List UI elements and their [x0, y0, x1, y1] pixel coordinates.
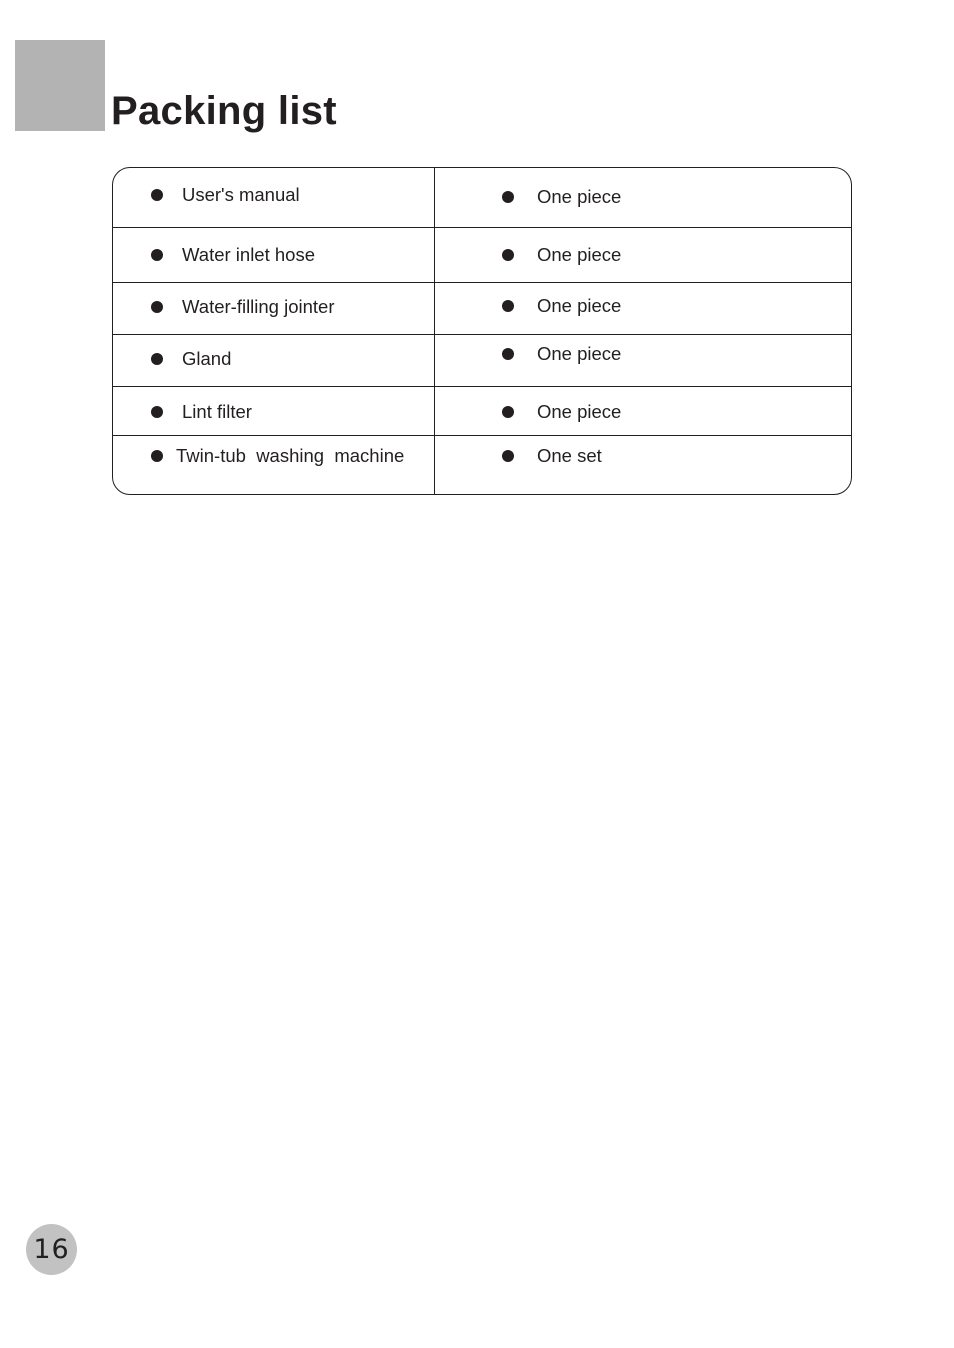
item-quantity: One piece: [537, 186, 622, 207]
item-quantity: One set: [537, 445, 602, 466]
bullet-icon: [151, 353, 163, 365]
list-item-quantity: [502, 343, 621, 365]
item-name: Gland: [182, 348, 232, 369]
item-name: Twin-tub washing machine: [176, 445, 405, 466]
item-name: Water-filling jointer: [182, 296, 335, 317]
bullet-icon: [502, 450, 514, 462]
item-name: User's manual: [182, 184, 300, 205]
list-item-quantity: [502, 445, 602, 467]
header-corner-block: [15, 40, 105, 131]
row-divider: [113, 282, 851, 283]
bullet-icon: [151, 406, 163, 418]
bullet-icon: [502, 348, 514, 360]
bullet-icon: [502, 191, 514, 203]
item-quantity: One piece: [537, 295, 622, 316]
column-divider: [434, 168, 435, 494]
bullet-icon: [502, 249, 514, 261]
bullet-icon: [151, 301, 163, 313]
list-item: [151, 184, 300, 206]
list-item: [151, 244, 315, 266]
packing-list-table: [112, 167, 852, 495]
bullet-icon: [151, 249, 163, 261]
page-number-badge: 16: [26, 1224, 77, 1275]
list-item: [151, 296, 335, 318]
list-item: [151, 401, 252, 423]
row-divider: [113, 386, 851, 387]
item-quantity: One piece: [537, 343, 622, 364]
list-item-quantity: [502, 401, 621, 423]
bullet-icon: [502, 406, 514, 418]
row-divider: [113, 227, 851, 228]
list-item-quantity: [502, 186, 621, 208]
list-item: [151, 348, 231, 370]
item-name: Water inlet hose: [182, 244, 315, 265]
item-quantity: One piece: [537, 244, 622, 265]
page-title: Packing list: [111, 89, 337, 133]
list-item-quantity: [502, 244, 621, 266]
bullet-icon: [502, 300, 514, 312]
list-item-quantity: [502, 295, 621, 317]
row-divider: [113, 435, 851, 436]
item-name: Lint filter: [182, 401, 252, 422]
list-item: [151, 445, 404, 467]
bullet-icon: [151, 450, 163, 462]
item-quantity: One piece: [537, 401, 622, 422]
bullet-icon: [151, 189, 163, 201]
row-divider: [113, 334, 851, 335]
